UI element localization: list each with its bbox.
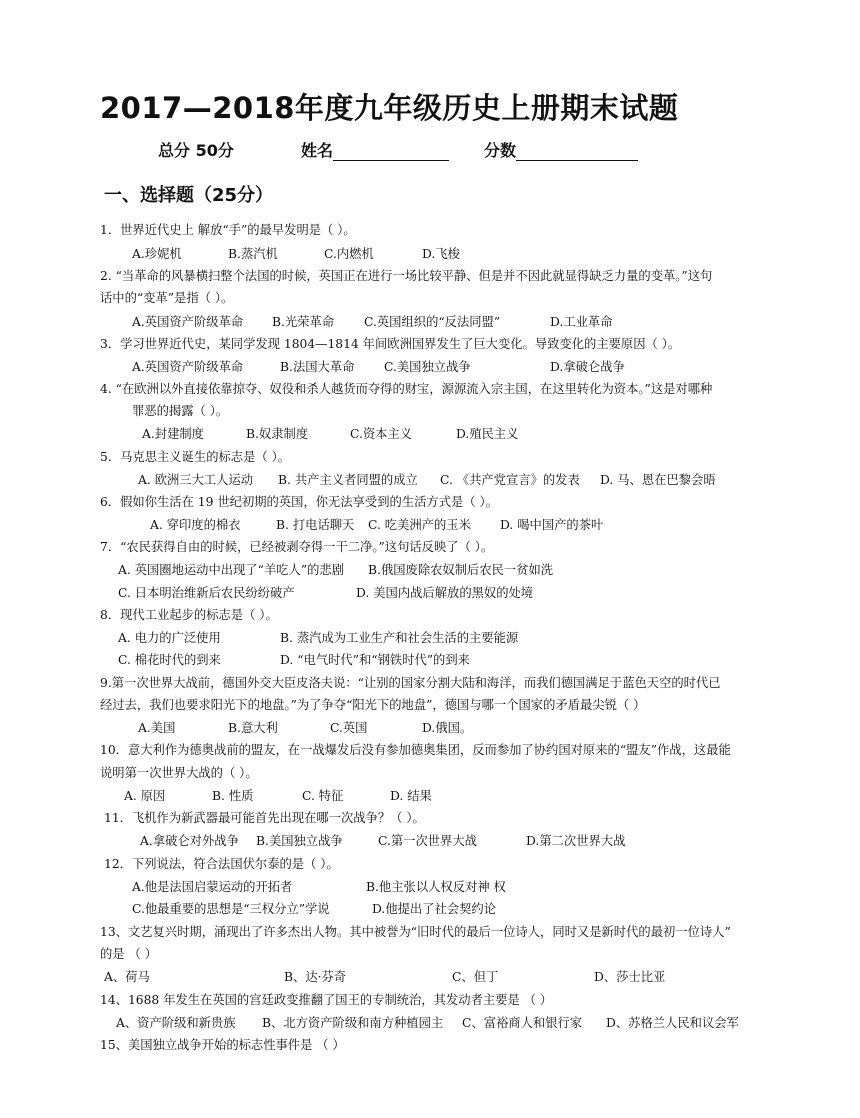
option: B.法国大革命 bbox=[280, 360, 355, 374]
option: C.第一次世界大战 bbox=[378, 834, 477, 848]
option: B. 性质 bbox=[212, 789, 254, 803]
question-3: 3．学习世界近代史，某同学发现 1804—1814 年间欧洲国界发生了巨大变化。导致变化的主要原因（ ）。 bbox=[100, 337, 681, 351]
score-blank[interactable] bbox=[516, 142, 638, 161]
option: C、富裕商人和银行家 bbox=[462, 1016, 583, 1030]
question-13-cont: 的是 （ ） bbox=[100, 947, 158, 961]
option: A.他是法国启蒙运动的开拓者 bbox=[132, 880, 293, 894]
question-1: 1．世界近代史上 解放“手”的最早发明是（ ）。 bbox=[100, 223, 356, 237]
question-8: 8．现代工业起步的标志是（ ）。 bbox=[100, 608, 278, 622]
question-11: 11．飞机作为新武器最可能首先出现在哪一次战争？（ ）。 bbox=[104, 811, 425, 825]
option: C.他最重要的思想是“三权分立”学说 bbox=[132, 902, 330, 916]
option: A、资产阶级和新贵族 bbox=[116, 1016, 236, 1030]
option: D.飞梭 bbox=[422, 247, 460, 261]
name-field[interactable] bbox=[301, 138, 449, 161]
option: A. 英国圈地运动中出现了“羊吃人”的悲剧 bbox=[118, 563, 345, 577]
score-field[interactable] bbox=[484, 138, 638, 161]
option: C、但丁 bbox=[452, 970, 499, 984]
option: D.拿破仑战争 bbox=[550, 360, 625, 374]
option: C. 《共产党宣言》的发表 bbox=[440, 473, 580, 487]
option: C. 吃美洲产的玉米 bbox=[368, 518, 471, 532]
option: C.英国组织的“反法同盟” bbox=[364, 315, 501, 329]
question-9-cont: 经过去，我们也要求阳光下的地盘。”为了争夺“阳光下的地盘”，德国与哪一个国家的矛盾最尖锐（ ） bbox=[100, 698, 646, 712]
question-15: 15、美国独立战争开始的标志性事件是 （ ） bbox=[100, 1038, 345, 1052]
option: D. 美国内战后解放的黑奴的处境 bbox=[356, 586, 534, 600]
question-6: 6．假如你生活在 19 世纪初期的英国，你无法享受到的生活方式是（ ）。 bbox=[100, 495, 498, 509]
name-blank[interactable] bbox=[333, 142, 449, 161]
option: B.他主张以人权反对神 权 bbox=[366, 880, 506, 894]
option: B.俄国废除农奴制后农民一贫如洗 bbox=[368, 563, 554, 577]
option: D. 结果 bbox=[390, 789, 432, 803]
option: D、莎士比亚 bbox=[594, 970, 666, 984]
option: D. 马、恩在巴黎会晤 bbox=[600, 473, 716, 487]
option: A.拿破仑对外战争 bbox=[140, 834, 239, 848]
option: B. 共产主义者同盟的成立 bbox=[278, 473, 418, 487]
option: C. 日本明治维新后农民纷纷破产 bbox=[118, 586, 295, 600]
option: B. 打电话聊天 bbox=[276, 518, 355, 532]
question-14: 14、1688 年发生在英国的宫廷政变推翻了国王的专制统治，其发动者主要是 （ ） bbox=[100, 993, 553, 1007]
option: A.珍妮机 bbox=[132, 247, 182, 261]
option: D.工业革命 bbox=[550, 315, 613, 329]
option: C.美国独立战争 bbox=[384, 360, 471, 374]
question-10-cont: 说明第一次世界大战的（ ）。 bbox=[100, 766, 258, 780]
option: A.美国 bbox=[138, 721, 176, 735]
option: A. 原因 bbox=[124, 789, 166, 803]
option: A.英国资产阶级革命 bbox=[132, 315, 244, 329]
option: B.奴隶制度 bbox=[246, 427, 309, 441]
question-5: 5．马克思主义诞生的标志是（ ）。 bbox=[100, 450, 291, 464]
question-10: 10．意大利作为德奥战前的盟友，在一战爆发后没有参加德奥集团，反而参加了协约国对原来的“盟友”作战，这最能 bbox=[100, 743, 731, 757]
option: A. 电力的广泛使用 bbox=[118, 631, 221, 645]
option: C. 特征 bbox=[302, 789, 344, 803]
option: D.俄国。 bbox=[422, 721, 473, 735]
total-score-label: 总分 50分 bbox=[158, 141, 234, 160]
question-7: 7．“农民获得自由的时候，已经被剥夺得一干二净。”这句话反映了（ ）。 bbox=[100, 540, 494, 554]
option: B、达·芬奇 bbox=[284, 970, 347, 984]
section-heading: 一、选择题（25分） bbox=[104, 185, 274, 206]
question-12: 12．下列说法，符合法国伏尔泰的是（ ）。 bbox=[104, 857, 339, 871]
option: C.内燃机 bbox=[324, 247, 374, 261]
question-2-cont: 话中的“变革”是指（ ）。 bbox=[100, 291, 234, 305]
option: D.殖民主义 bbox=[456, 427, 519, 441]
name-label: 姓名 bbox=[301, 141, 334, 160]
option: D. 喝中国产的茶叶 bbox=[500, 518, 604, 532]
option: B.蒸汽机 bbox=[228, 247, 278, 261]
exam-title: 2017—2018年度九年级历史上册期末试题 bbox=[100, 91, 679, 125]
option: B.意大利 bbox=[228, 721, 278, 735]
question-9: 9.第一次世界大战前，德国外交大臣皮洛夫说：“让别的国家分割大陆和海洋，而我们德国满足于蓝色天空的时代已 bbox=[100, 676, 721, 690]
option: C.资本主义 bbox=[350, 427, 413, 441]
score-label: 分数 bbox=[484, 141, 517, 160]
option: D.他提出了社会契约论 bbox=[372, 902, 497, 916]
option: B.美国独立战争 bbox=[256, 834, 343, 848]
option: D、苏格兰人民和议会军 bbox=[606, 1016, 739, 1030]
question-4: 4. “在欧洲以外直接依靠掠夺、奴役和杀人越货而夺得的财宝，源源流入宗主国，在这里转化为资本。”这是对哪种 bbox=[100, 382, 713, 396]
option: B、北方资产阶级和南方种植园主 bbox=[262, 1016, 444, 1030]
option: D. “电气时代”和“钢铁时代”的到来 bbox=[280, 653, 470, 667]
question-2: 2. “当革命的风暴横扫整个法国的时候，英国正在进行一场比较平静、但是并不因此就显得缺乏力量的变革。”这句 bbox=[100, 269, 713, 283]
option: C. 棉花时代的到来 bbox=[118, 653, 221, 667]
option: C.英国 bbox=[330, 721, 368, 735]
question-4-cont: 罪恶的揭露（ ）。 bbox=[132, 404, 229, 418]
question-13: 13、文艺复兴时期，涌现出了许多杰出人物。其中被誉为“旧时代的最后一位诗人，同时又是新时代的最初一位诗人” bbox=[100, 925, 731, 939]
option: A. 欧洲三大工人运动 bbox=[138, 473, 254, 487]
option: B.光荣革命 bbox=[272, 315, 335, 329]
option: B. 蒸汽成为工业生产和社会生活的主要能源 bbox=[280, 631, 519, 645]
option: A. 穿印度的棉衣 bbox=[150, 518, 241, 532]
option: D.第二次世界大战 bbox=[526, 834, 626, 848]
option: A、荷马 bbox=[104, 970, 150, 984]
option: A.封建制度 bbox=[142, 427, 204, 441]
option: A.英国资产阶级革命 bbox=[132, 360, 244, 374]
